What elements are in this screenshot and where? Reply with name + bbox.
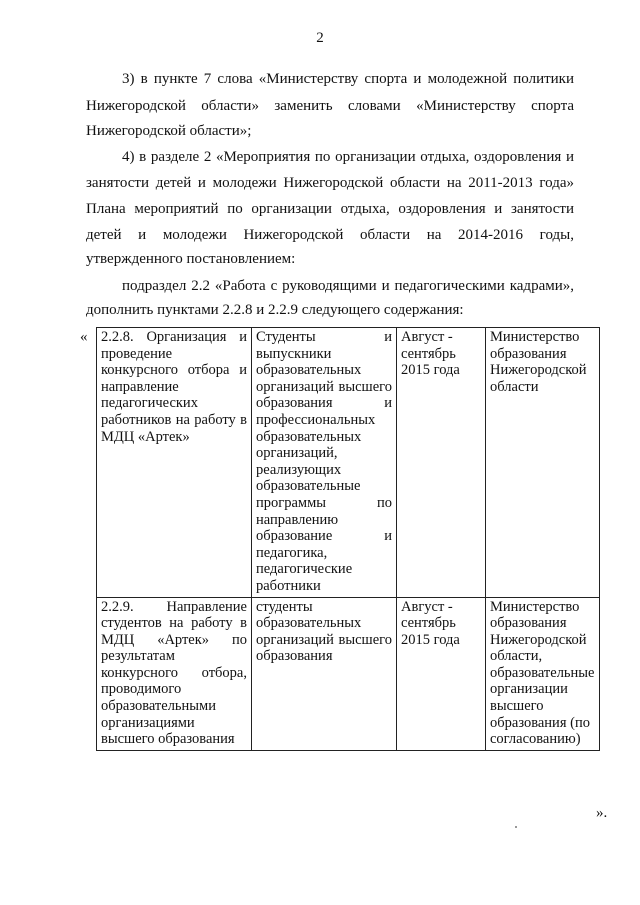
subsection-line-2: дополнить пунктами 2.2.8 и 2.2.9 следующего содержания: bbox=[86, 302, 464, 318]
table-row bbox=[97, 597, 600, 750]
subsection-line-1: подраздел 2.2 «Работа с руководящими и педагогическими кадрами», bbox=[122, 278, 574, 294]
responsible-cell: Министерство образования Нижегородской области, образовательные организации высшего образования (по согласованию) bbox=[486, 597, 600, 750]
paragraph-4-line-1: 4) в разделе 2 «Мероприятия по организации отдыха, оздоровления и bbox=[122, 149, 574, 165]
paragraph-4-line-5: утвержденного постановлением: bbox=[86, 251, 296, 267]
measure-cell: 2.2.8. Организация и проведение конкурсного отбора и направление педагогических работников на работу в МДЦ «Артек» bbox=[97, 328, 252, 598]
paragraph-4-line-4: детей и молодежи Нижегородской области на 2014-2016 годы, bbox=[86, 227, 574, 243]
participants-cell: студенты образовательных организаций высшего образования bbox=[252, 597, 397, 750]
paragraph-4-line-2: занятости детей и молодежи Нижегородской области на 2011-2013 года» bbox=[86, 175, 574, 191]
paragraph-3-line-3: Нижегородской области»; bbox=[86, 123, 252, 139]
measures-table bbox=[96, 327, 600, 751]
scan-speck bbox=[515, 826, 517, 828]
page-number: 2 bbox=[316, 30, 324, 46]
opening-quote: « bbox=[80, 329, 88, 345]
closing-quote: ». bbox=[596, 805, 608, 821]
period-cell: Август - сентябрь 2015 года bbox=[397, 328, 486, 598]
period-cell: Август - сентябрь 2015 года bbox=[397, 597, 486, 750]
responsible-cell: Министерство образования Нижегородской области bbox=[486, 328, 600, 598]
measure-cell: 2.2.9. Направление студентов на работу в МДЦ «Артек» по результатам конкурсного отбора, проводимого образовательными организациями высшего образования bbox=[97, 597, 252, 750]
paragraph-3-line-2: Нижегородской области» заменить словами «Министерству спорта bbox=[86, 98, 574, 114]
participants-cell: Студенты и выпускники образовательных организаций высшего образования и профессиональных образовательных организаций, реализующих образовательные программы по направлению образование и педагогика, педагогические работники bbox=[252, 328, 397, 598]
paragraph-4-line-3: Плана мероприятий по организации отдыха, оздоровления и занятости bbox=[86, 201, 574, 217]
paragraph-3-line-1: 3) в пункте 7 слова «Министерству спорта и молодежной политики bbox=[122, 71, 574, 87]
table-row bbox=[97, 328, 600, 598]
